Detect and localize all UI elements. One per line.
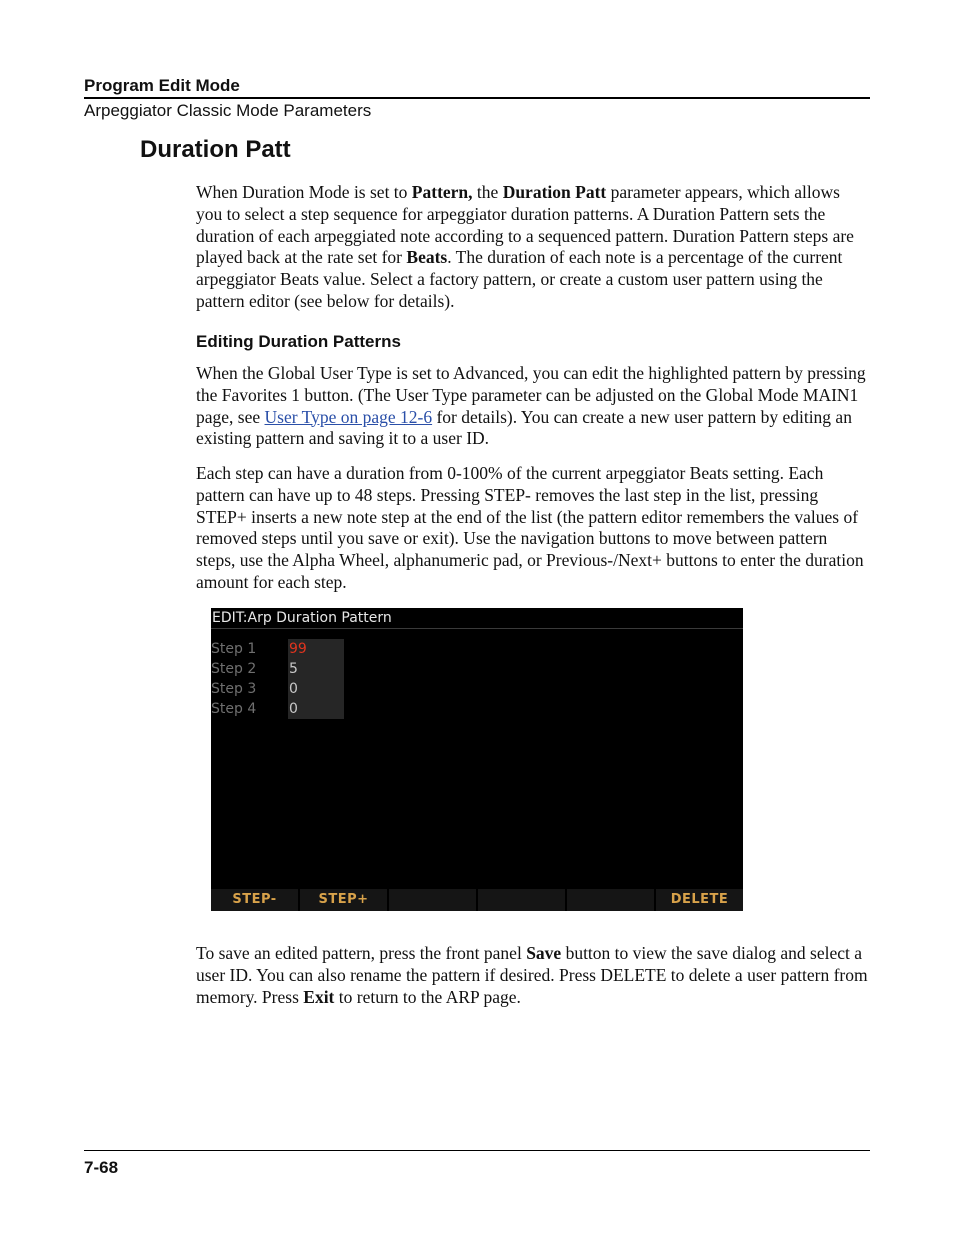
step-row[interactable]: [211, 679, 351, 699]
blank-softkey[interactable]: [478, 889, 565, 911]
step-minus-softkey[interactable]: STEP-: [211, 889, 298, 911]
step-label: Step 1: [211, 641, 257, 657]
text-run: To save an edited pattern, press the front panel: [196, 943, 527, 963]
page-number: 7-68: [84, 1158, 119, 1177]
screen-title: EDIT:Arp Duration Pattern: [211, 608, 743, 629]
text-run: the: [472, 182, 503, 202]
editing-paragraph: [196, 363, 870, 450]
step-label: Step 3: [211, 681, 257, 697]
step-row[interactable]: [211, 639, 351, 659]
softkey-bar: [211, 889, 743, 911]
bold-run: Exit: [303, 986, 335, 1007]
steps-paragraph: Each step can have a duration from 0-100% of the current arpeggiator Beats setting. Each pattern can have up to 48 steps. Pressing STEP- removes the last step in the list, pressing STEP+ inserts a new note step at the end of the list (the pattern editor remembers the values of removed steps until you save or exit). Use the navigation buttons to move between pattern steps, use the Alpha Wheel, alphanumeric pad, or Previous-/Next+ buttons to enter the duration amount for each step.: [196, 463, 864, 592]
text-run: When Duration Mode is set to: [196, 182, 412, 202]
header-section-title: Arpeggiator Classic Mode Parameters: [84, 101, 372, 120]
bold-run: Save: [526, 943, 562, 963]
step-row[interactable]: [211, 659, 351, 679]
step-label: Step 4: [211, 701, 257, 717]
cross-reference-link[interactable]: User Type on page 12-6: [264, 406, 433, 427]
text-run: . The duration of each note is a percentage of the current arpeggiator Beats value. Select a factory pattern, or create a custom user pattern using the pattern editor (see below for details).: [196, 247, 843, 311]
text-run: for details). You can create a new user pattern by editing an existing pattern and saving it to a user ID.: [196, 406, 852, 449]
text-run: When the Global User Type is set to Advanced, you can edit the highlighted pattern by pressing the Favorites 1 button. (The User Type parameter can be adjusted on the Global Mode MAIN1 page, see: [196, 363, 866, 427]
step-value[interactable]: 0: [288, 699, 344, 719]
step-value[interactable]: 0: [288, 679, 344, 699]
bold-run: Duration Patt: [502, 182, 607, 202]
blank-softkey[interactable]: [389, 889, 476, 911]
intro-paragraph: [196, 182, 870, 313]
step-label: Step 2: [211, 661, 257, 677]
delete-softkey[interactable]: DELETE: [656, 889, 743, 911]
step-row[interactable]: [211, 699, 351, 719]
footer-rule: [84, 1150, 870, 1151]
subheading: Editing Duration Patterns: [196, 332, 401, 351]
synth-screen: [211, 608, 743, 911]
text-run: button to view the save dialog and select a user ID. You can also rename the pattern if desired. Press DELETE to delete a user pattern from memory. Press: [196, 943, 868, 1007]
text-run: parameter appears, which allows you to select a step sequence for arpeggiator duration patterns. A Duration Pattern sets the duration of each arpeggiated note according to a sequenced pattern. Duration Pattern steps are played back at the rate set for: [196, 182, 854, 268]
text-run: to return to the ARP page.: [334, 986, 521, 1007]
blank-softkey[interactable]: [567, 889, 654, 911]
header-chapter-title: Program Edit Mode: [84, 76, 240, 95]
bold-run: Beats: [406, 247, 448, 268]
step-value[interactable]: 5: [288, 659, 344, 679]
page-heading: Duration Patt: [140, 136, 291, 163]
step-plus-softkey[interactable]: STEP+: [300, 889, 387, 911]
bold-run: Pattern,: [411, 182, 473, 202]
save-paragraph: [196, 943, 870, 1008]
step-value[interactable]: 99: [288, 639, 344, 659]
header-rule: [84, 97, 870, 99]
